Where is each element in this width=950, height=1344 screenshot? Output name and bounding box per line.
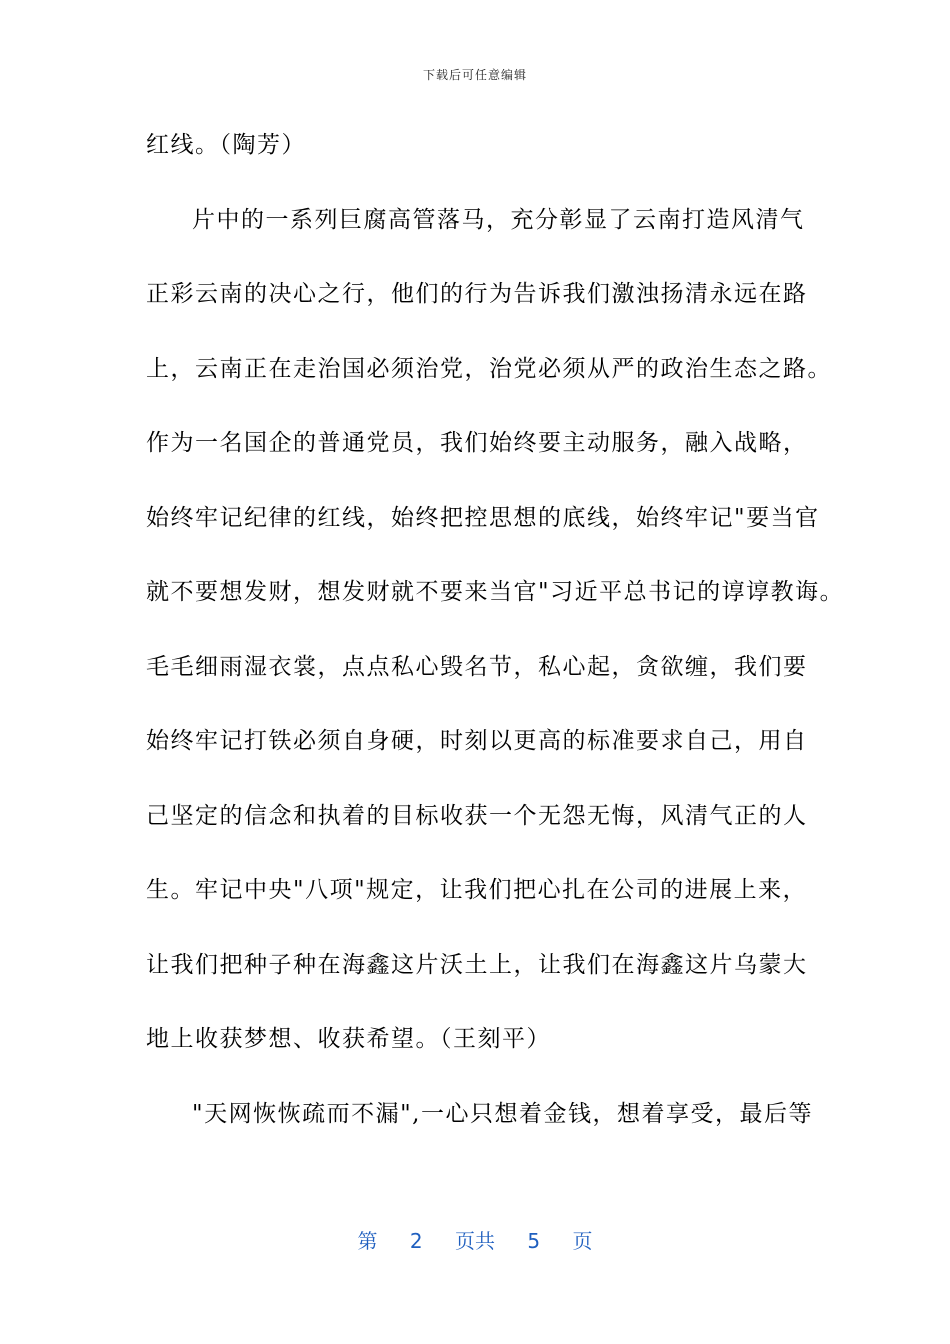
of-label: 页共: [455, 1229, 495, 1253]
text-line: 己坚定的信念和执着的目标收获一个无怨无悔，风清气正的人: [146, 802, 808, 829]
text-line: "天网恢恢疏而不漏",一心只想着金钱，想着享受，最后等: [192, 1100, 813, 1127]
document-body: [146, 123, 845, 1166]
text-line: 作为一名国企的普通党员，我们始终要主动服务，融入战略，: [146, 430, 808, 456]
page-footer: [0, 1225, 950, 1254]
text-line: 生。牢记中央"八项"规定，让我们把心扎在公司的进展上来，: [146, 877, 808, 903]
text-line: 上，云南正在走治国必须治党，治党必须从严的政治生态之路。: [146, 355, 832, 382]
page-label: 第: [357, 1229, 378, 1253]
page-suffix: 页: [572, 1229, 593, 1253]
text-line: 始终牢记打铁必须自身硬，时刻以更高的标准要求自己，用自: [146, 728, 808, 754]
total-pages: 5: [527, 1229, 541, 1253]
page-number: 2: [409, 1229, 423, 1253]
text-line: 就不要想发财，想发财就不要来当官"习近平总书记的谆谆教诲。: [146, 579, 845, 605]
text-line: 始终牢记纪律的红线，始终把控思想的底线，始终牢记"要当官: [146, 504, 820, 531]
page-header: 下载后可任意编辑: [422, 68, 527, 82]
text-line: 红线。（陶芳）: [146, 132, 306, 158]
text-line: 让我们把种子种在海鑫这片沃土上，让我们在海鑫这片乌蒙大: [146, 951, 808, 978]
text-line: 毛毛细雨湿衣裳，点点私心毁名节，私心起，贪欲缠，我们要: [146, 653, 808, 680]
text-line: 片中的一系列巨腐高管落马，充分彰显了云南打造风清气: [192, 206, 805, 233]
text-line: 正彩云南的决心之行，他们的行为告诉我们激浊扬清永远在路: [146, 281, 808, 307]
text-line: 地上收获梦想、收获希望。（王刻平）: [146, 1026, 551, 1052]
